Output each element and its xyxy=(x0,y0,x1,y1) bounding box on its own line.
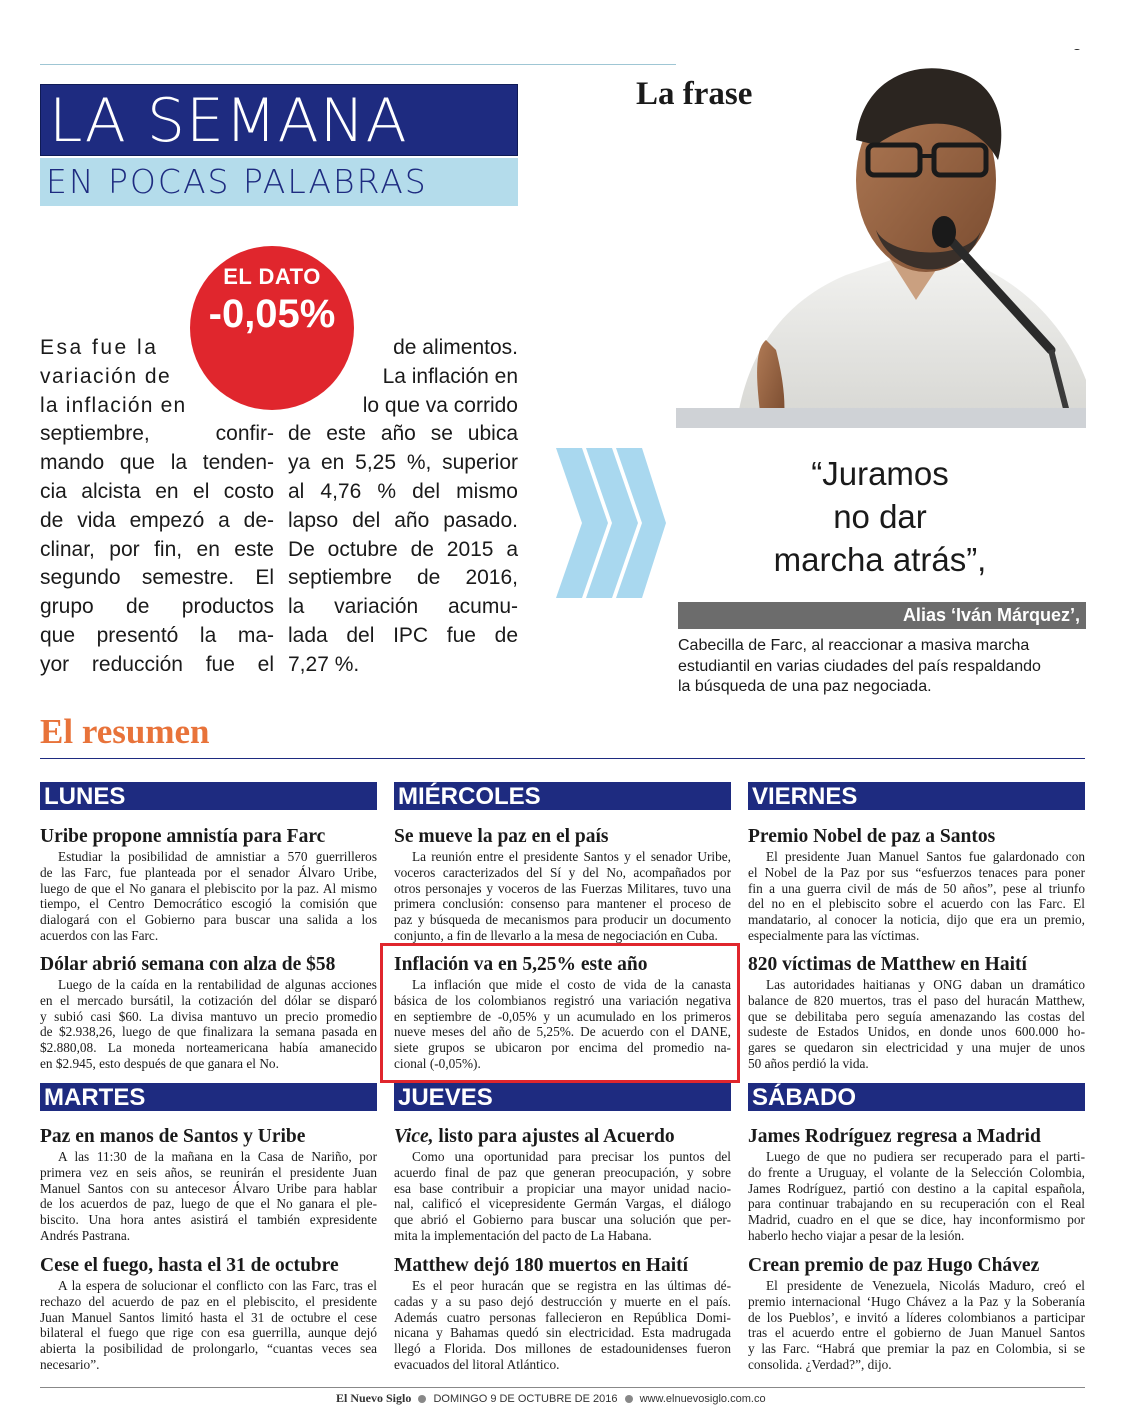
body-line: Manuel Santos con su antecesor Álvaro Uribe para hablar xyxy=(40,1180,377,1196)
dato-line: De octubre de 2015 a xyxy=(288,537,518,561)
body-line: Andrés Pastrana. xyxy=(40,1227,131,1243)
article-body xyxy=(748,1278,1085,1373)
day-header-jueves: JUEVES xyxy=(394,1083,731,1111)
article-lunes-1 xyxy=(40,825,377,944)
body-line: biscito. Una hora antes asistirá el también expresidente xyxy=(40,1212,377,1228)
body-line: dialogará con el Gobierno para buscar una salida a los xyxy=(40,912,377,928)
article-viernes-2 xyxy=(748,953,1085,1072)
body-line: básica de los colombianos registró una variación negativa xyxy=(394,992,731,1008)
article-headline: Premio Nobel de paz a Santos xyxy=(748,826,996,847)
body-line: A la espera de solucionar el conflicto con las Farc, tras el xyxy=(58,1278,377,1293)
article-jueves-2 xyxy=(394,1254,731,1373)
body-line: gares se quedaron sin electricidad y una mujer de unos xyxy=(748,1040,1085,1056)
dato-line: segundo semestre. El xyxy=(40,566,274,590)
body-line: Juan Manuel Santos limitó hasta el 31 de octubre el cese xyxy=(40,1309,377,1325)
body-line: James Rodríguez, partió con destino a la capital española, xyxy=(748,1180,1085,1196)
day-header-sabado: SÁBADO xyxy=(748,1083,1085,1111)
body-line: en $2.945, esto después de que ganara el No. xyxy=(40,1055,279,1071)
body-line: otros personajes y voceros de las Fuerzas Militares, tuvo una xyxy=(394,880,731,896)
article-body xyxy=(40,849,377,944)
quote-line: “Juramos xyxy=(811,455,949,492)
article-body xyxy=(40,977,377,1072)
article-headline-em: Vice, xyxy=(394,1126,434,1147)
body-line: Es el peor huracán que se registra en las últimas dé- xyxy=(412,1278,731,1293)
article-headline-rest: listo para ajustes al Acuerdo xyxy=(433,1126,675,1147)
body-line: luego de que el No ganara el plebiscito por la paz. Al mismo xyxy=(40,880,377,896)
dato-line: al 4,76 % del mismo xyxy=(288,479,518,503)
frase-quote xyxy=(700,452,1060,581)
dato-line: 7,27 %. xyxy=(288,652,360,676)
article-lunes-2 xyxy=(40,953,377,1072)
body-line: evacuados del litoral Atlántico. xyxy=(394,1356,560,1372)
body-line: de los Pueblos’, e invitó a líderes colombianos a participar xyxy=(748,1309,1085,1325)
body-line: mandatario, al conocer la noticia, dijo que era un premio, xyxy=(748,912,1085,928)
caption-line: Cabecilla de Farc, al reaccionar a masiva marcha xyxy=(678,637,1030,654)
el-dato-badge xyxy=(190,246,354,410)
body-line: que abrió el Gobierno para buscar una solución que per- xyxy=(394,1212,731,1228)
body-line: Madrid, cuadro en el que se dice, hay inconformismo por xyxy=(748,1212,1085,1228)
dato-line: de alimentos. xyxy=(393,336,518,359)
el-dato-value: -0,05% xyxy=(208,292,336,336)
dato-line: ya en 5,25 %, superior xyxy=(288,451,518,475)
chevrons-icon xyxy=(556,448,666,598)
article-martes-2 xyxy=(40,1254,377,1373)
dato-line: mando que la tenden- xyxy=(40,451,274,475)
dato-line: la inflación en xyxy=(40,393,187,417)
day-header-miercoles: MIÉRCOLES xyxy=(394,782,731,810)
body-line: Luego de la caída en la rentabilidad de algunas acciones xyxy=(58,977,377,992)
article-body xyxy=(748,1149,1085,1244)
quote-caption xyxy=(678,636,1086,698)
article-body xyxy=(748,977,1085,1072)
day-header-viernes: VIERNES xyxy=(748,782,1085,810)
dato-line: septiembre, confir- xyxy=(40,422,274,446)
quote-author: Alias ‘Iván Márquez’, xyxy=(678,602,1086,629)
footer-date: DOMINGO 9 DE OCTUBRE DE 2016 xyxy=(433,1393,618,1405)
dato-line: la variación acumu- xyxy=(288,595,518,619)
article-body xyxy=(394,1278,731,1373)
body-line: de $2.938,26, luego de que finalizara la semana pasada en xyxy=(40,1024,377,1040)
body-line: mita la implementación del pacto de La Habana. xyxy=(394,1227,652,1243)
body-line: nueve meses del año de 5,25%. De acuerdo con el DANE, xyxy=(394,1024,731,1040)
body-line: do frente a Uruguay, el volante de la Selección Colombia, xyxy=(748,1164,1085,1180)
article-headline: James Rodríguez regresa a Madrid xyxy=(748,1126,1041,1147)
body-line: Estudiar la posibilidad de amnistiar a 570 guerrilleros xyxy=(58,849,377,864)
body-line: que se debilitaba pero seguía amenazando las costas del xyxy=(748,1008,1085,1024)
body-line: El presidente de Venezuela, Nicolás Maduro, creó el xyxy=(766,1278,1085,1293)
body-line: balance de 820 muertos, tras el paso del huracán Matthew, xyxy=(748,992,1085,1008)
article-body xyxy=(394,849,731,944)
article-headline: Matthew dejó 180 muertos en Haití xyxy=(394,1255,689,1276)
article-body xyxy=(40,1278,377,1373)
bullet-icon xyxy=(418,1395,426,1403)
article-body xyxy=(394,1149,731,1244)
dato-line: de este año se ubica xyxy=(288,422,518,446)
body-line: el Nobel de la Paz por sus “esfuerzos tenaces para poner xyxy=(748,864,1085,880)
body-line: en el mercado bursátil, la cotización del dólar se disparó xyxy=(40,992,377,1008)
body-line: cadas y a su paso dejó destrucción y muerte en el país. xyxy=(394,1293,731,1309)
article-headline: Paz en manos de Santos y Uribe xyxy=(40,1126,306,1147)
frase-title: La frase xyxy=(636,76,753,112)
masthead-title xyxy=(40,84,518,156)
quote-line: marcha atrás”, xyxy=(773,541,987,578)
masthead-line2: EN POCAS PALABRAS xyxy=(46,162,428,201)
resumen-rule xyxy=(40,758,1085,759)
dato-line: lada del IPC fue de xyxy=(288,623,518,647)
body-line: La reunión entre el presidente Santos y el senador Uribe, xyxy=(412,849,731,864)
article-body xyxy=(748,849,1085,944)
body-line: Luego de que no pudiera ser recuperado para el parti- xyxy=(766,1149,1085,1164)
dato-line: cia alcista en el costo xyxy=(40,479,274,503)
resumen-title: El resumen xyxy=(40,712,210,751)
dato-line: septiembre de 2016, xyxy=(288,566,518,590)
el-dato-label: EL DATO xyxy=(223,264,321,289)
body-line: consolida. ¿Verdad?”, dijo. xyxy=(748,1356,892,1372)
article-headline: 820 víctimas de Matthew en Haití xyxy=(748,954,1027,975)
footer-brand: El Nuevo Siglo xyxy=(336,1391,412,1405)
body-line: fin a una guerra civil de más de 50 años”, pese al triunfo xyxy=(748,880,1085,896)
body-line: llegó a Florida. Dos millones de estadounidenses fueron xyxy=(394,1341,731,1357)
body-line: primera conclusión: consenso para mantener el proceso de xyxy=(394,896,731,912)
caption-line: la búsqueda de una paz negociada. xyxy=(678,678,932,695)
body-line: nicana y Bahamas quedó sin electricidad. Esta madrugada xyxy=(394,1325,731,1341)
article-headline: Uribe propone amnistía para Farc xyxy=(40,826,326,847)
footer-url: www.elnuevosiglo.com.co xyxy=(639,1393,766,1405)
article-headline: Crean premio de paz Hugo Chávez xyxy=(748,1255,1040,1276)
body-line: tiempo, el Centro Democrático escogió la comisión que xyxy=(40,896,377,912)
body-line: voceros caracterizados del Sí y del No, acompañados por xyxy=(394,864,731,880)
dato-line: Esa fue la xyxy=(40,336,159,359)
body-line: necesario”. xyxy=(40,1356,100,1372)
body-line: tras el acuerdo entre el gobierno de Juan Manuel Santos xyxy=(748,1325,1085,1341)
dato-line: clinar, por fin, en este xyxy=(40,537,274,561)
body-line: y subió casi $60. La divisa mantuvo un precio promedio xyxy=(40,1008,377,1024)
body-line: del no en el plebiscito sobre el acuerdo con las Farc. El xyxy=(748,896,1085,912)
dato-line: La inflación en xyxy=(382,364,518,388)
body-line: y las Farc. “Habrá que premiar la paz en Colombia, si se xyxy=(748,1341,1085,1357)
body-line: abierta la posibilidad de prolongarlo, “cuantas veces sea xyxy=(40,1341,377,1357)
body-line: El presidente Juan Manuel Santos fue galardonado con xyxy=(766,849,1085,864)
body-line: siete grupos se ubicaron por encima del promedio na- xyxy=(394,1040,731,1056)
dato-line: que presentó la ma- xyxy=(40,623,274,647)
body-line: acuerdo final de paz que generan preocupación, y sobre xyxy=(394,1164,731,1180)
body-line: $2.880,08. La moneda norteamericana había amanecido xyxy=(40,1040,377,1056)
dato-line: grupo de productos xyxy=(40,595,274,619)
article-headline: Dólar abrió semana con alza de $58 xyxy=(40,954,336,975)
day-header-lunes: LUNES xyxy=(40,782,377,810)
body-line: sudeste de Estados Unidos, en donde unos 600.000 ho- xyxy=(748,1024,1085,1040)
dato-line: lo que va corrido xyxy=(362,393,518,417)
article-headline: Cese el fuego, hasta el 31 de octubre xyxy=(40,1255,339,1276)
day-header-martes: MARTES xyxy=(40,1083,377,1111)
footer-rule xyxy=(40,1387,1085,1388)
body-line: Además cuatro personas fallecieron en República Domi- xyxy=(394,1309,731,1325)
body-line: La inflación que mide el costo de vida de la canasta xyxy=(412,977,731,992)
body-line: primera vez en seis años, se reunirán el presidente Juan xyxy=(40,1164,377,1180)
article-sabado-1 xyxy=(748,1125,1085,1244)
bullet-icon xyxy=(625,1395,633,1403)
body-line: acuerdos con las Farc. xyxy=(40,927,159,943)
body-line: nal, calificó el vicepresidente Germán Vargas, el diálogo xyxy=(394,1196,731,1212)
caption-line: estudiantil en varias ciudades del país respaldando xyxy=(678,657,1041,675)
body-line: A las 11:30 de la mañana en la Casa de Nariño, por xyxy=(58,1149,377,1164)
masthead-subtitle xyxy=(40,158,518,206)
body-line: rechazo del acuerdo de paz en el plebiscito, el presidente xyxy=(40,1293,377,1309)
body-line: cional (-0,05%). xyxy=(394,1055,481,1071)
body-line: paz y búsqueda de mecanismos para producir un documento xyxy=(394,912,731,928)
body-line: para continuar trabajando en su recuperación con el Real xyxy=(748,1196,1085,1212)
article-headline xyxy=(394,1125,731,1149)
body-line: de los acuerdos de paz, luego de que el No ganara el ple- xyxy=(40,1196,377,1212)
article-headline: Se mueve la paz en el país xyxy=(394,826,609,847)
body-line: de las Farc, fue planteada por el senador Álvaro Uribe, xyxy=(40,864,377,880)
dato-line: de vida empezó a de- xyxy=(40,508,274,532)
body-line: Como una oportunidad para precisar los puntos del xyxy=(412,1149,731,1164)
masthead-line1: LA SEMANA xyxy=(49,86,408,156)
footer xyxy=(336,1391,766,1406)
article-miercoles-1 xyxy=(394,825,731,944)
dato-line: variación de xyxy=(40,364,172,388)
article-sabado-2 xyxy=(748,1254,1085,1373)
body-line: Las autoridades haitianas y ONG daban un dramático xyxy=(766,977,1085,992)
article-viernes-1 xyxy=(748,825,1085,944)
body-line: especialmente para las víctimas. xyxy=(748,927,920,943)
body-line: conjunto, a fin de llevarlo a la mesa de negociación en Cuba. xyxy=(394,927,718,943)
body-line: premio internacional ‘Hugo Chávez a la Paz y la Soberanía xyxy=(748,1293,1085,1309)
highlight-box xyxy=(380,943,740,1083)
article-jueves-1 xyxy=(394,1125,731,1244)
article-martes-1 xyxy=(40,1125,377,1244)
dato-line: yor reducción fue el xyxy=(40,652,274,676)
body-line: 50 años perdió la vida. xyxy=(748,1055,869,1071)
body-line: bilateral el fuego que rige con esa guerrilla, aunque dejó xyxy=(40,1325,377,1341)
body-line: esa base contribuir a propiciar una mayor unidad nacio- xyxy=(394,1180,731,1196)
body-line: en septiembre de -0,05% y un acumulado en los primeros xyxy=(394,1008,731,1024)
dato-line: lapso del año pasado. xyxy=(288,508,518,532)
quote-line: no dar xyxy=(833,498,927,535)
article-headline: Inflación va en 5,25% este año xyxy=(394,954,648,975)
article-body xyxy=(40,1149,377,1244)
body-line: haberlo hecho viajar a pesar de la lesión. xyxy=(748,1227,965,1243)
